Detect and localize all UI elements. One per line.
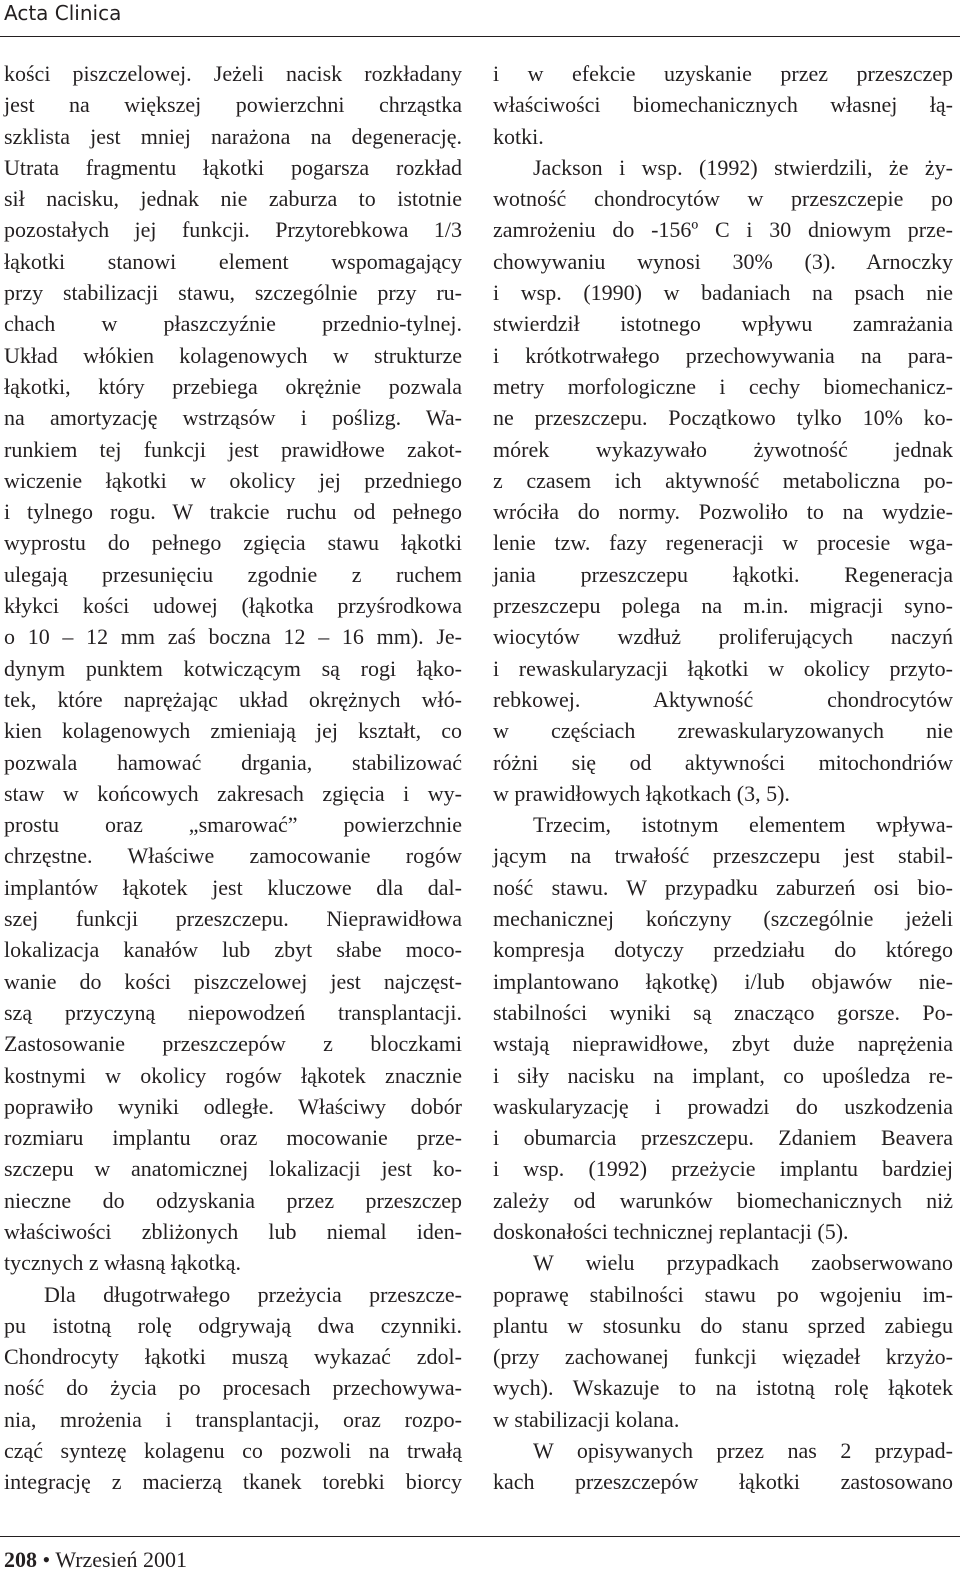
text-line: sił nacisku, jednak nie zaburza to istotnie	[4, 186, 462, 212]
text-line: w stabilizacji kolana.	[493, 1406, 680, 1432]
text-line: wych). Wskazuje to na istotną rolę łąkotek	[493, 1375, 953, 1401]
text-line: szej funkcji przeszczepu. Nieprawidłowa	[4, 906, 462, 932]
text-line: poprawę stabilności stawu po wgojeniu im-	[493, 1281, 953, 1307]
text-line: rebkowej. Aktywność chondrocytów	[493, 686, 953, 712]
text-line: i w efekcie uzyskanie przez przeszczep	[493, 61, 953, 86]
text-line: jania przeszczepu łąkotki. Regeneracja	[493, 561, 953, 587]
text-line: implantowano łąkotkę) i/lub objawów nie-	[493, 968, 953, 994]
text-line: wotność chondrocytów w przeszczepie po	[493, 186, 953, 212]
text-line: i krótkotrwałego przechowywania na para-	[493, 342, 953, 368]
text-line: właściwości zbliżonych lub niemal iden-	[4, 1218, 462, 1244]
text-line: wiczenie łąkotki w okolicy jej przedniego	[4, 467, 462, 493]
footer-separator: •	[42, 1547, 51, 1572]
text-line: Trzecim, istotnym elementem wpływa-	[533, 812, 953, 838]
text-line: (przy zachowanej funkcji więzadeł krzyżo-	[493, 1344, 953, 1370]
text-line: i obumarcia przeszczepu. Zdaniem Beavera	[493, 1125, 953, 1151]
text-line: Chondrocyty łąkotki muszą wykazać zdol-	[4, 1344, 462, 1370]
header-rule	[0, 36, 960, 37]
right-text-column	[493, 58, 953, 1498]
footer-rule	[0, 1536, 960, 1537]
text-line: wanie do kości piszczelowej jest najczęst-	[4, 968, 462, 994]
text-line: o 10 – 12 mm zaś boczna 12 – 16 mm). Je-	[4, 624, 462, 650]
text-line: łąkotki, który przebiega okrężnie pozwala	[4, 373, 462, 399]
text-line: nia, mrożenia i transplantacji, oraz rozpo-	[4, 1406, 462, 1432]
text-line: W wielu przypadkach zaobserwowano	[533, 1250, 953, 1276]
text-line: prostu oraz „smarować” powierzchnie	[4, 812, 462, 838]
text-line: stabilności wyniki są znacząco gorsze. Po-	[493, 999, 953, 1025]
journal-header: Acta Clinica	[4, 1, 122, 25]
text-line: pozostałych jej funkcji. Przytorebkowa 1/3	[4, 217, 462, 243]
text-line: kien kolagenowych zmieniają jej kształt, co	[4, 718, 462, 744]
text-line: szklista jest mniej narażona na degenerację.	[4, 123, 462, 149]
text-line: runkiem tej funkcji jest prawidłowe zakot-	[4, 436, 462, 462]
text-line: lenie tzw. fazy regeneracji w procesie wga-	[493, 530, 953, 556]
text-line: lokalizacja kanałów lub zbyt słabe moco-	[4, 937, 462, 963]
text-line: wstają nieprawidłowe, zbyt duże naprężenia	[493, 1031, 953, 1057]
text-line: zależy od warunków biomechanicznych niż	[493, 1187, 953, 1213]
text-line: na amortyzację wstrząsów i poślizg. Wa-	[4, 405, 462, 431]
text-line: jest na większej powierzchni chrząstka	[4, 92, 462, 118]
text-line: Dla długotrwałego przeżycia przeszcze-	[44, 1281, 462, 1307]
text-line: szą przyczyną niepowodzeń transplantacji.	[4, 999, 462, 1025]
text-line: kostnymi w okolicy rogów łąkotek znacznie	[4, 1062, 462, 1088]
text-line: ne przeszczepu. Początkowo tylko 10% ko-	[493, 405, 953, 431]
text-line: stwierdził istotnego wpływu zamrażania	[493, 311, 953, 337]
text-line: przy stabilizacji stawu, szczególnie przy ru-	[4, 280, 462, 306]
text-line: kach przeszczepów łąkotki zastosowano	[493, 1469, 953, 1495]
text-line: chach w płaszczyźnie przednio-tylnej.	[4, 311, 462, 337]
text-line: i wsp. (1990) w badaniach na psach nie	[493, 280, 953, 306]
text-line: kotki.	[493, 123, 544, 149]
text-line: wiocytów wzdłuż proliferujących naczyń	[493, 624, 953, 650]
text-line: łąkotki stanowi element wspomagający	[4, 248, 462, 274]
text-line: w częściach zrewaskularyzowanych nie	[493, 718, 953, 744]
text-line: kości piszczelowej. Jeżeli nacisk rozkładany	[4, 61, 462, 86]
text-line: kompresja dotyczy przedziału do którego	[493, 937, 953, 963]
text-line: implantów łąkotek jest kluczowe dla dal-	[4, 874, 462, 900]
text-line: metry morfologiczne i cechy biomechanicz-	[493, 373, 953, 399]
text-line: poprawiło wyniki odległe. Właściwy dobór	[4, 1093, 462, 1119]
text-line: mechanicznej kończyny (szczególnie jeżeli	[493, 906, 953, 932]
text-line: wróciła do normy. Pozwoliło to na wydzie-	[493, 499, 953, 525]
text-line: tek, które naprężając układ okrężnych włó-	[4, 686, 462, 712]
text-line: i rewaskularyzacji łąkotki w okolicy przyto-	[493, 655, 953, 681]
text-line: ność do życia po procesach przechowywa-	[4, 1375, 462, 1401]
issue-date: Wrzesień 2001	[55, 1547, 187, 1572]
text-line: szczepu w anatomicznej lokalizacji jest ko-	[4, 1156, 462, 1182]
text-line: cząć syntezę kolagenu co pozwoli na trwałą	[4, 1438, 462, 1464]
text-line: przeszczepu polega na m.in. migracji syno-	[493, 593, 953, 619]
text-line: Jackson i wsp. (1992) stwierdzili, że ży-	[533, 154, 953, 180]
text-line: tycznych z własną łąkotką.	[4, 1250, 242, 1276]
text-line: właściwości biomechanicznych własnej łą-	[493, 92, 953, 118]
text-line: jącym na trwałość przeszczepu jest stabil-	[493, 843, 953, 869]
text-line: i siły nacisku na implant, co upośledza re-	[493, 1062, 953, 1088]
text-line: różni się od aktywności mitochondriów	[493, 749, 953, 775]
text-line: Układ włókien kolagenowych w strukturze	[4, 342, 462, 368]
text-line: Utrata fragmentu łąkotki pogarsza rozkład	[4, 154, 462, 180]
text-line: nieczne do odzyskania przez przeszczep	[4, 1187, 462, 1213]
text-line: mórek wykazywało żywotność jednak	[493, 436, 953, 462]
text-line: W opisywanych przez nas 2 przypad-	[533, 1438, 953, 1464]
text-line: ulegają przesunięciu zgodnie z ruchem	[4, 561, 462, 587]
page-footer	[4, 1545, 187, 1575]
text-line: dynym punktem kotwiczącym są rogi łąko-	[4, 655, 462, 681]
text-line: integrację z macierzą tkanek torebki biorcy	[4, 1469, 462, 1495]
text-line: w prawidłowych łąkotkach (3, 5).	[493, 780, 790, 806]
left-text-column	[4, 58, 462, 1498]
text-line: wyprostu do pełnego zgięcia stawu łąkotki	[4, 530, 462, 556]
text-line: kłykci kości udowej (łąkotka przyśrodkowa	[4, 593, 462, 619]
text-line: chrzęstne. Właściwe zamocowanie rogów	[4, 843, 462, 869]
text-line: plantu w stosunku do stanu sprzed zabiegu	[493, 1312, 953, 1338]
text-line: doskonałości technicznej replantacji (5).	[493, 1218, 849, 1244]
page-number: 208	[4, 1547, 37, 1572]
text-line: pozwala hamować drgania, stabilizować	[4, 749, 462, 775]
text-line: ność stawu. W przypadku zaburzeń osi bio-	[493, 874, 953, 900]
text-line: chowywaniu wynosi 30% (3). Arnoczky	[493, 248, 953, 274]
text-line: staw w końcowych zakresach zgięcia i wy-	[4, 780, 462, 806]
text-line: Zastosowanie przeszczepów z bloczkami	[4, 1031, 462, 1057]
text-line: i wsp. (1992) przeżycie implantu bardziej	[493, 1156, 953, 1182]
text-line: waskularyzację i prowadzi do uszkodzenia	[493, 1093, 953, 1119]
text-line: rozmiaru implantu oraz mocowanie prze-	[4, 1125, 462, 1151]
text-line: i tylnego rogu. W trakcie ruchu od pełnego	[4, 499, 462, 525]
text-line: z czasem ich aktywność metaboliczna po-	[493, 467, 953, 493]
text-line: pu istotną rolę odgrywają dwa czynniki.	[4, 1312, 462, 1338]
text-line: zamrożeniu do -156º C i 30 dniowym prze-	[493, 217, 953, 243]
